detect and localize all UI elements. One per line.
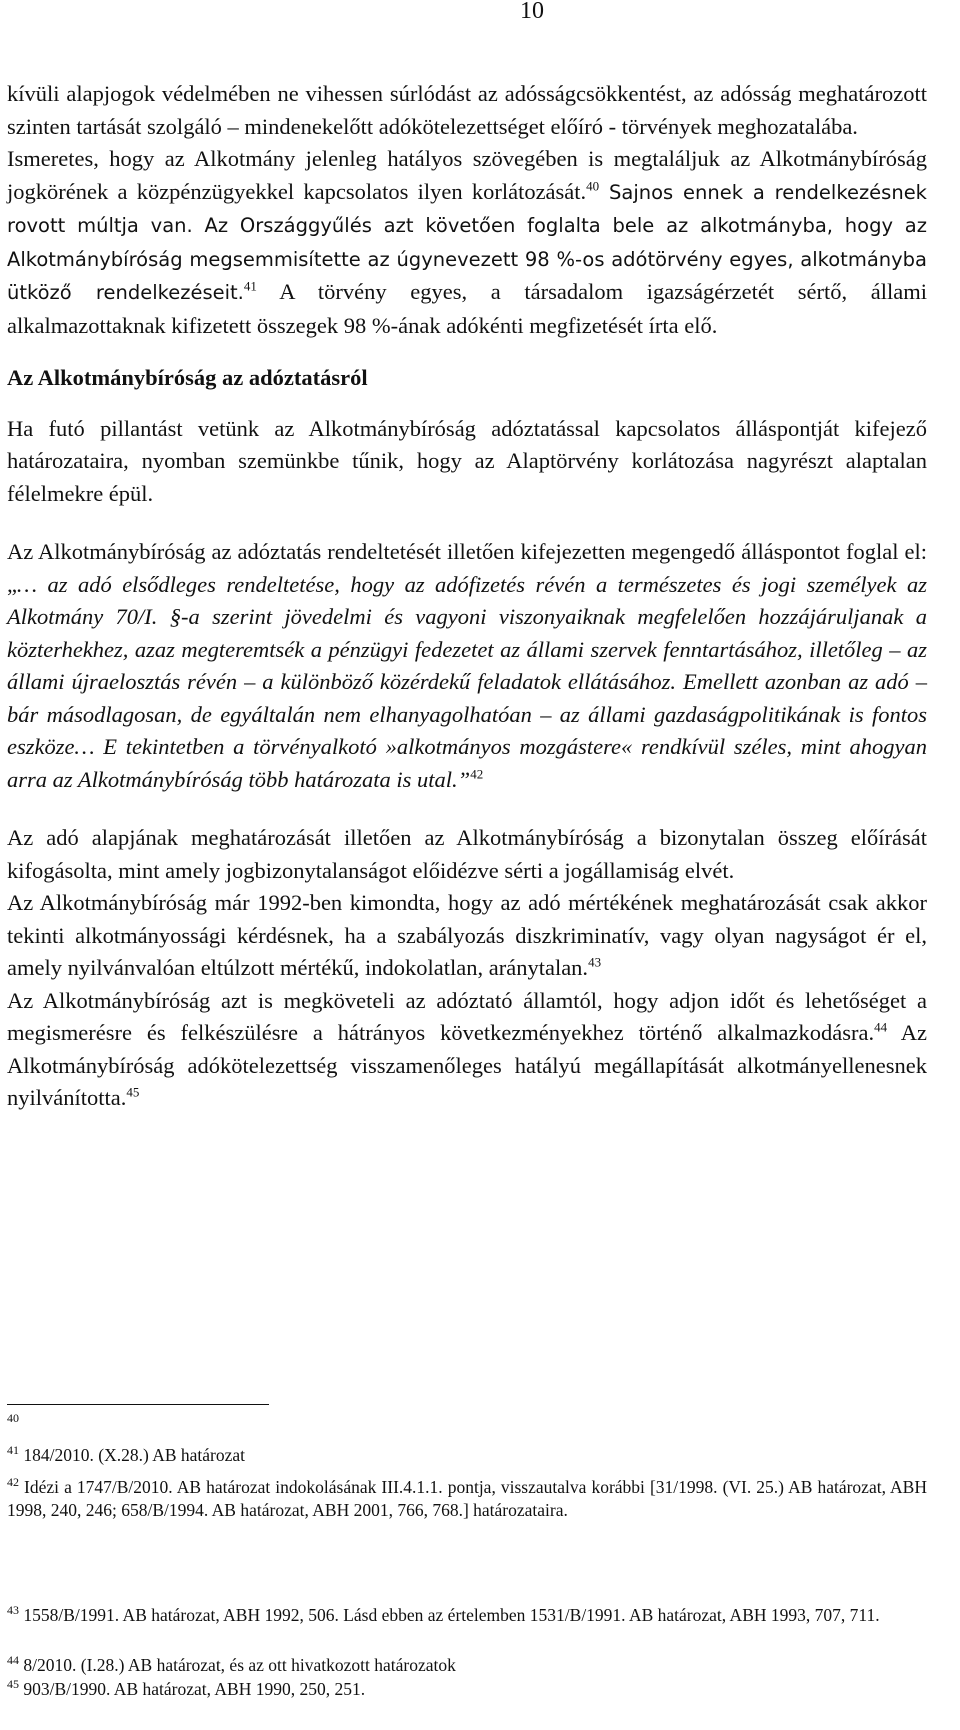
page-number: 10 [520, 0, 544, 24]
footnote-number: 43 [7, 1603, 19, 1618]
footnote-41 [7, 1444, 927, 1467]
footnote-text: 903/B/1990. AB határozat, ABH 1990, 250, 251. [19, 1679, 366, 1699]
document-body [7, 78, 927, 1115]
paragraph-7-text-2: Az Alkotmánybíróság adókötelezettség visszamenőleges hatályú megállapítását alkotmányellenesnek nyilvánította. [7, 1020, 927, 1110]
footnote-42 [7, 1476, 927, 1522]
footnote-number: 44 [7, 1653, 19, 1668]
footnote-ref-41[interactable]: 41 [243, 278, 257, 294]
section-heading: Az Alkotmánybíróság az adóztatásról [7, 365, 368, 390]
footnote-text: 8/2010. (I.28.) AB határozat, és az ott hivatkozott határozatok [19, 1655, 456, 1675]
footnote-text: 184/2010. (X.28.) AB határozat [19, 1445, 245, 1465]
footnote-number: 42 [7, 1475, 19, 1490]
paragraph-4-quote: … az adó elsődleges rendeltetése, hogy az adófizetés révén a természetes és jogi személyek az Alkotmány 70/I. §-a szerint jövedelmi és vagyoni viszonyaiknak megfelelően hozzájáruljanak a közterhekhez, azaz megteremtsék a pénzügyi fedezetet az állami szervek fenntartásához, illetőleg – az állami újraelosztás révén – a különböző közérdekű feladatok ellátásához. Emellett azonban az adó – bár másodlagosan, de egyáltalán nem elhanyagolhatóan – az állami gazdaságpolitikának is fontos eszköze… E tekintetben a törvényalkotó »alkotmányos mozgástere« rendkívül széles, mint ahogyan arra az Alkotmánybíróság több határozata is utal.” [7, 571, 927, 792]
footnote-ref-43[interactable]: 43 [588, 954, 602, 970]
paragraph-2-text-3: A törvény egyes, a társadalom igazságérzetét sértő, állami alkalmazottaknak kifizetett összegek 98 %-ának adókénti megfizetését írta elő. [7, 279, 927, 338]
footnote-ref-40[interactable]: 40 [586, 178, 600, 193]
footnote-ref-45[interactable]: 45 [126, 1084, 140, 1100]
footnote-text: 1558/B/1991. AB határozat, ABH 1992, 506. Lásd ebben az értelemben 1531/B/1991. AB határozat, ABH 1993, 707, 711. [19, 1605, 880, 1625]
footnote-ref-42[interactable]: 42 [470, 766, 484, 781]
paragraph-6-text: Az Alkotmánybíróság már 1992-ben kimondta, hogy az adó mértékének meghatározását csak akkor tekinti alkotmányossági kérdésnek, ha a szabályozás diszkriminatív, vagy olyan nagyságot ér el, amely nyilvánvalóan eltúlzott mértékű, indokolatlan, aránytalan. [7, 890, 927, 980]
paragraph-1: kívüli alapjogok védelmében ne vihessen súrlódást az adósságcsökkentést, az adósság meghatározott szinten tartását szolgáló – mindenekelőtt adókötelezettséget előíró - törvények meghozatalába. [7, 81, 927, 139]
footnote-45 [7, 1678, 927, 1701]
footnote-43 [7, 1604, 927, 1627]
paragraph-3: Ha futó pillantást vetünk az Alkotmánybíróság adóztatással kapcsolatos álláspontját kifejező határozataira, nyomban szemünkbe tűnik, hogy az Alaptörvény korlátozása nagyrészt alaptalan félelmekre épül. [7, 415, 927, 506]
paragraph-7-text-1: Az Alkotmánybíróság azt is megköveteli az adóztató államtól, hogy adjon időt és lehetőséget a megismerésre és felkészülésre a hátrányos következményekhez történő alkalmazkodásra. [7, 987, 927, 1045]
paragraph-7 [7, 985, 927, 1115]
footnote-separator [7, 1404, 269, 1405]
footnote-number: 41 [7, 1443, 19, 1458]
paragraph-4-text: Az Alkotmánybíróság az adóztatás rendeltetését illetően kifejezetten megengedő álláspontot foglal el: „ [7, 539, 927, 597]
footnote-number: 45 [7, 1677, 19, 1692]
footnote-text: Idézi a 1747/B/2010. AB határozat indokolásának III.4.1.1. pontja, visszautalva korábbi [31/1998. (VI. 25.) AB határozat, ABH 1998, 240, 246; 658/B/1994. AB határozat, ABH 2001, 766, 768.] határozataira. [7, 1477, 927, 1520]
footnote-number: 40 [7, 1411, 19, 1426]
paragraph-2 [7, 143, 927, 342]
paragraph-6 [7, 887, 927, 985]
footnote-44 [7, 1654, 927, 1677]
footnote-40 [7, 1412, 927, 1435]
paragraph-5: Az adó alapjának meghatározását illetően az Alkotmánybíróság a bizonytalan összeg előírását kifogásolta, mint amely jogbizonytalanságot előidézve sérti a jogállamiság elvét. [7, 825, 927, 883]
footnote-ref-44[interactable]: 44 [874, 1019, 888, 1035]
paragraph-4 [7, 536, 927, 796]
paragraph-2-text-2: Sajnos ennek a rendelkezésnek rovott múltja van. Az Országgyűlés azt követően foglalta bele az alkotmányba, hogy az Alkotmánybíróság megsemmisítette az úgynevezett 98 %-os adótörvény egyes, alkotmányba ütköző rendelkezéseit. [7, 180, 927, 304]
paragraph-2-text-1: Ismeretes, hogy az Alkotmány jelenleg hatályos szövegében is megtaláljuk az Alkotmánybíróság jogkörének a közpénzügyekkel kapcsolatos ilyen korlátozását. [7, 146, 927, 204]
